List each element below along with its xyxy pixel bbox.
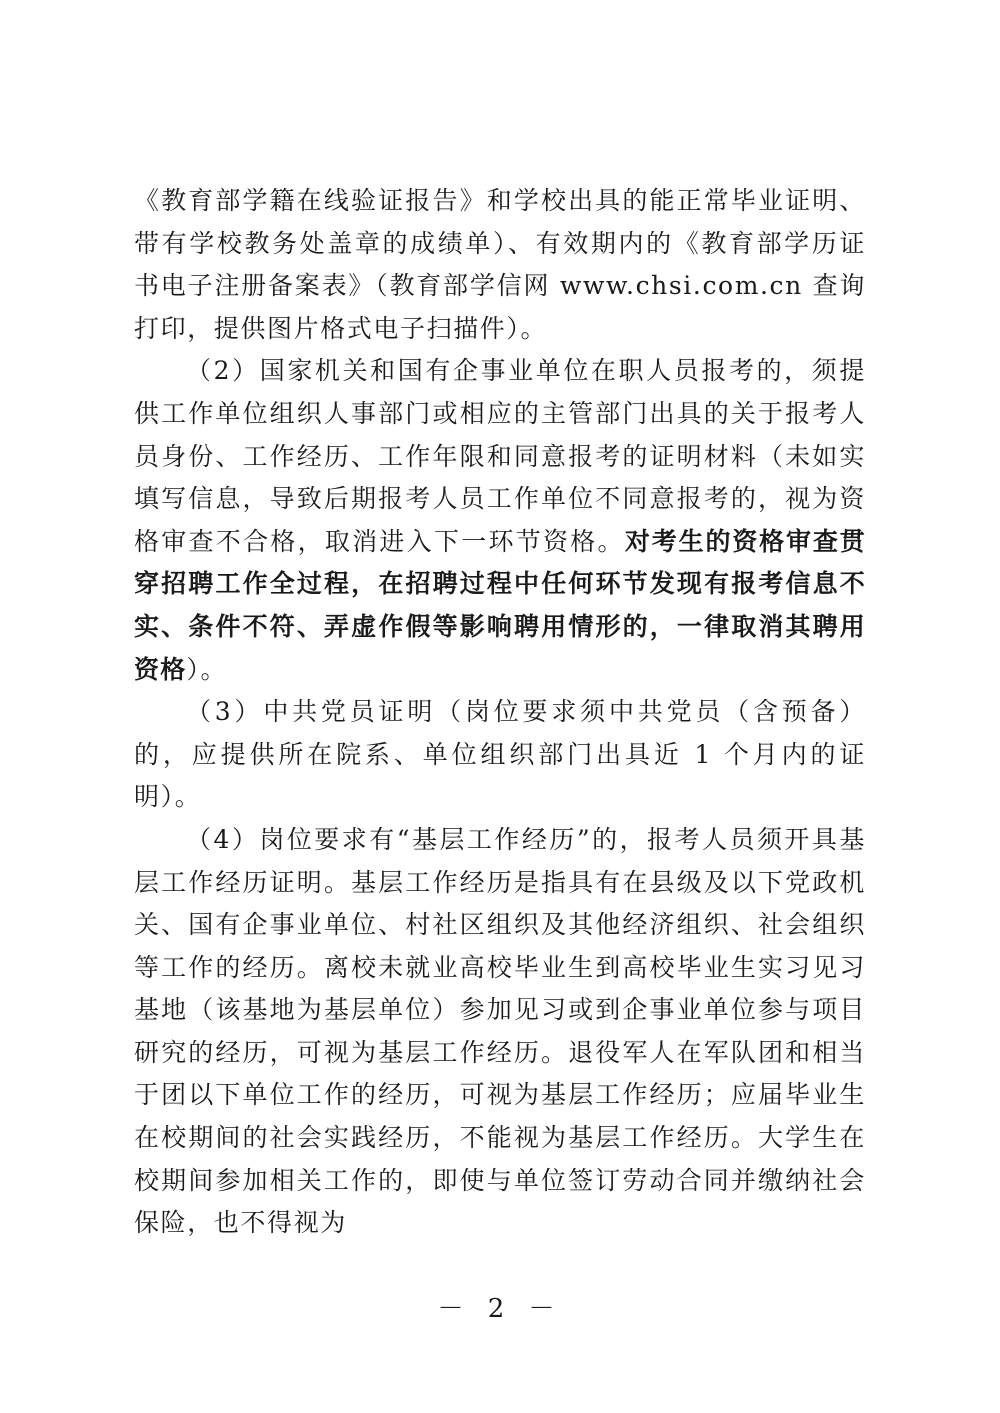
paragraph-1: 《教育部学籍在线验证报告》和学校出具的能正常毕业证明、带有学校教务处盖章的成绩单）、有效期内的《教育部学历证书电子注册备案表》（教育部学信网 www.chsi.com.cn 查询打印，提供图片格式电子扫描件）。: [134, 186, 866, 343]
paragraph-2: [134, 350, 866, 691]
paragraph-2-text: （2）国家机关和国有企事业单位在职人员报考的，须提供工作单位组织人事部门或相应的主管部门出具的关于报考人员身份、工作经历、工作年限和同意报考的证明材料（未如实填写信息，导致后期报考人员工作单位不同意报考的，视为资格审查不合格，取消进入下一环节资格。: [134, 356, 866, 556]
page-number: － 2 －: [437, 1294, 563, 1324]
paragraph-2-tail: ）。: [186, 654, 228, 684]
body-text: [134, 180, 866, 1245]
paragraph-2-bold-text: 对考生的资格审查贯穿招聘工作全过程，在招聘过程中任何环节发现有报考信息不实、条件不符、弄虚作假等影响聘用情形的，一律取消其聘用资格: [134, 526, 866, 684]
paragraph-4: （4）岗位要求有“基层工作经历”的，报考人员须开具基层工作经历证明。基层工作经历是指具有在县级及以下党政机关、国有企事业单位、村社区组织及其他经济组织、社会组织等工作的经历。离校未就业高校毕业生到高校毕业生实习见习基地（该基地为基层单位）参加见习或到企事业单位参与项目研究的经历，可视为基层工作经历。退役军人在军队团和相当于团以下单位工作的经历，可视为基层工作经历；应届毕业生在校期间的社会实践经历，不能视为基层工作经历。大学生在校期间参加相关工作的，即使与单位签订劳动合同并缴纳社会保险，也不得视为: [134, 824, 866, 1238]
paragraph-3: （3）中共党员证明（岗位要求须中共党员（含预备）的，应提供所在院系、单位组织部门出具近 1 个月内的证明）。: [134, 697, 866, 812]
